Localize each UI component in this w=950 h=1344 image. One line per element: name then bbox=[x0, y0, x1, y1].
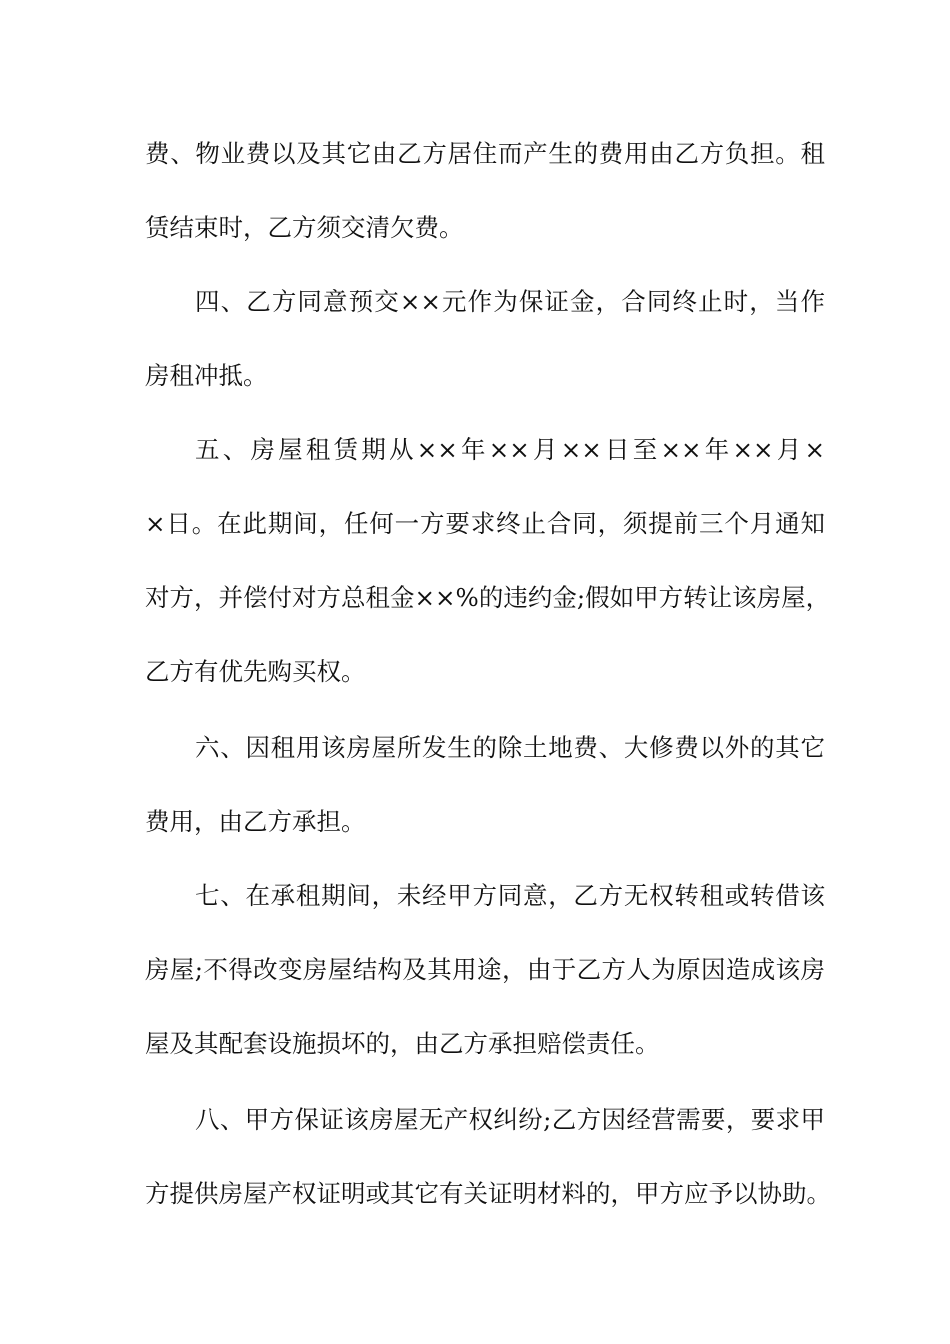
paragraph-five-start: 五、房屋租赁期从××年××月××日至××年××月× bbox=[195, 435, 825, 464]
text-line: ×日。在此期间，任何一方要求终止合同，须提前三个月通知 bbox=[145, 509, 825, 538]
text-line: 房屋;不得改变房屋结构及其用途，由于乙方人为原因造成该房 bbox=[145, 955, 825, 984]
text-line: 对方，并偿付对方总租金××%的违约金;假如甲方转让该房屋， bbox=[145, 583, 831, 612]
text-line: 乙方有优先购买权。 bbox=[145, 657, 366, 686]
paragraph-six-start: 六、因租用该房屋所发生的除土地费、大修费以外的其它 bbox=[195, 733, 825, 762]
text-line: 费用，由乙方承担。 bbox=[145, 807, 366, 836]
text-line: 费、物业费以及其它由乙方居住而产生的费用由乙方负担。租 bbox=[145, 139, 825, 168]
paragraph-seven-start: 七、在承租期间，未经甲方同意，乙方无权转租或转借该 bbox=[195, 881, 825, 910]
text-line: 方提供房屋产权证明或其它有关证明材料的，甲方应予以协助。 bbox=[145, 1179, 831, 1208]
text-line: 屋及其配套设施损坏的，由乙方承担赔偿责任。 bbox=[145, 1029, 660, 1058]
text-line: 赁结束时，乙方须交清欠费。 bbox=[145, 213, 464, 242]
paragraph-four-start: 四、乙方同意预交××元作为保证金，合同终止时，当作 bbox=[195, 287, 825, 316]
paragraph-eight-start: 八、甲方保证该房屋无产权纠纷;乙方因经营需要，要求甲 bbox=[195, 1105, 825, 1134]
text-line: 房租冲抵。 bbox=[145, 361, 268, 390]
